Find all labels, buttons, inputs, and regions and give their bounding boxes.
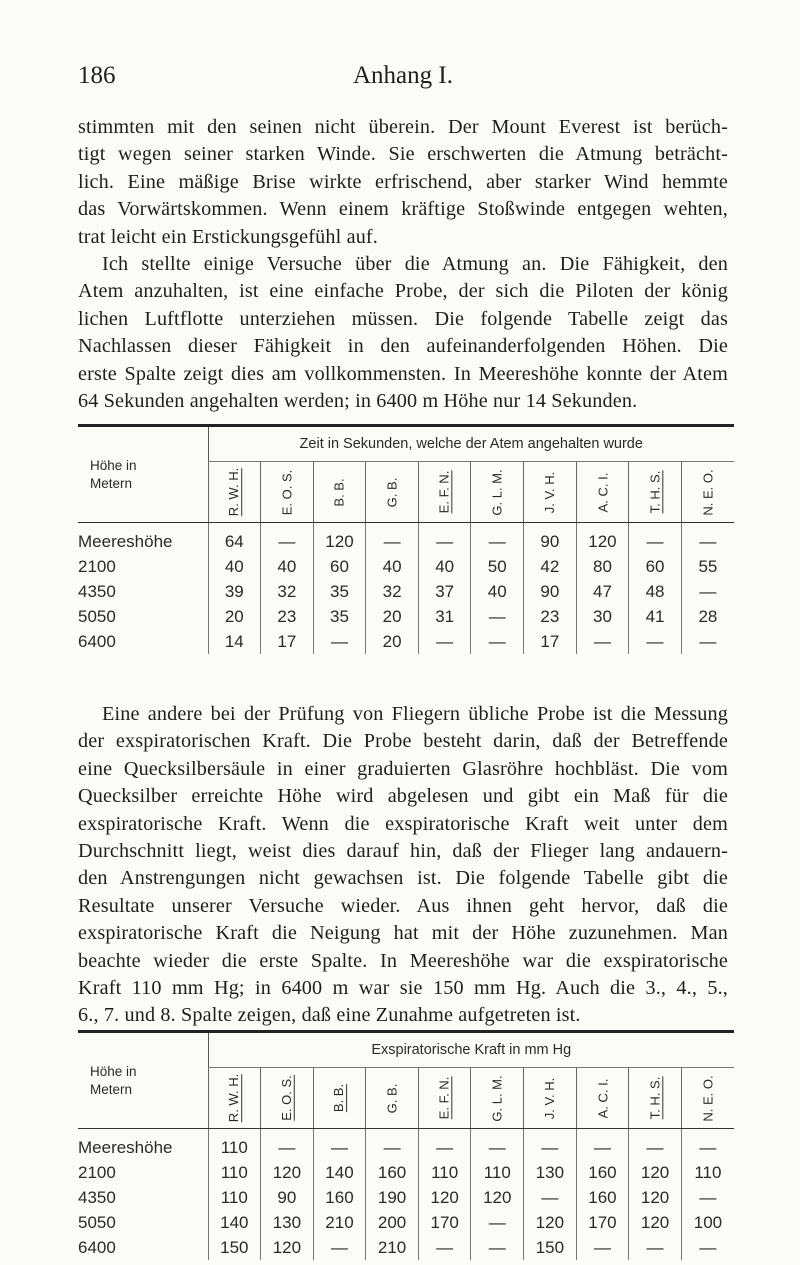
text-line: Resultate unserer Versuche wieder. Aus ihnen geht hervor, daß die — [78, 894, 728, 917]
table-cell: 120 — [418, 1185, 471, 1210]
table-cell: 47 — [576, 579, 629, 604]
table-cell: — — [418, 1235, 471, 1260]
column-header: G. L. M. — [471, 462, 524, 523]
table-row — [78, 604, 734, 629]
table-cell: 37 — [418, 579, 471, 604]
column-header: R. W. H. — [208, 1068, 261, 1129]
row-label: 5050 — [78, 1212, 116, 1232]
table-cell: — — [471, 629, 524, 654]
table-cell: — — [681, 579, 734, 604]
table-row — [78, 1129, 734, 1161]
table-cell: — — [261, 523, 314, 555]
table-cell: — — [629, 523, 682, 555]
text-line: Durchschnitt liegt, weist dies darauf hin, daß der Flieger lang andauern- — [78, 840, 728, 863]
column-header: G. B. — [366, 462, 419, 523]
row-label: 5050 — [78, 606, 116, 626]
page-number: 186 — [78, 62, 116, 89]
text-line: tigt wegen seiner starken Winde. Sie erschwerten die Atmung beträcht- — [78, 143, 728, 166]
table-cell: — — [471, 1210, 524, 1235]
table-cell: 110 — [208, 1129, 261, 1161]
text-line: lich. Eine mäßige Brise wirkte erfrischend, aber starker Wind hemmte — [78, 170, 728, 193]
table-cell: 14 — [208, 629, 261, 654]
text-line: lichen Luftflotte unterziehen müssen. Die folgende Tabelle zeigt das — [78, 307, 728, 330]
table-cell: 120 — [471, 1185, 524, 1210]
table-cell: 17 — [524, 629, 577, 654]
page-header — [78, 62, 728, 98]
column-header: B. B. — [313, 462, 366, 523]
table-cell: 110 — [471, 1160, 524, 1185]
table-cell: — — [313, 1129, 366, 1161]
column-header: B. B. — [313, 1068, 366, 1129]
text-line: 64 Sekunden angehalten werden; in 6400 m Höhe nur 14 Sekunden. — [78, 390, 638, 413]
table-cell: — — [313, 629, 366, 654]
table-cell: 40 — [366, 554, 419, 579]
table-cell: — — [524, 1129, 577, 1161]
table-cell: 190 — [366, 1185, 419, 1210]
table-cell: 170 — [576, 1210, 629, 1235]
table-cell: 20 — [208, 604, 261, 629]
column-header: G. L. M. — [471, 1068, 524, 1129]
table-cell: 140 — [208, 1210, 261, 1235]
table-cell: — — [681, 1235, 734, 1260]
paragraph-2 — [78, 251, 728, 415]
row-header — [78, 426, 208, 523]
table-row — [78, 629, 734, 654]
table-cell: 210 — [366, 1235, 419, 1260]
text-line: der exspiratorischen Kraft. Die Probe besteht darin, daß der Betreffende — [78, 730, 728, 753]
table-cell: 60 — [629, 554, 682, 579]
table-cell: 100 — [681, 1210, 734, 1235]
running-title: Anhang I. — [353, 62, 453, 89]
table-cell: 120 — [629, 1185, 682, 1210]
table-cell: — — [261, 1129, 314, 1161]
table-cell: 90 — [261, 1185, 314, 1210]
table-cell: — — [366, 523, 419, 555]
text-line: eine Quecksilbersäule in einer graduierten Glasröhre hochbläst. Die vom — [78, 757, 728, 780]
table-cell: 120 — [313, 523, 366, 555]
row-label: 2100 — [78, 556, 116, 576]
paragraph-1 — [78, 114, 728, 251]
row-header-line: Metern — [90, 1081, 133, 1097]
text-line: exspiratorische Kraft die Neigung hat mit der Höhe zuzunehmen. Man — [78, 922, 728, 945]
column-header: E. F. N. — [418, 1068, 471, 1129]
table-cell: — — [418, 523, 471, 555]
table-cell: 30 — [576, 604, 629, 629]
table-cell: 170 — [418, 1210, 471, 1235]
table-row — [78, 1235, 734, 1260]
breath-hold-table — [78, 424, 734, 654]
row-label: 6400 — [78, 1237, 116, 1257]
row-header-line: Höhe in — [90, 1063, 137, 1079]
table-cell: 160 — [366, 1160, 419, 1185]
table-row — [78, 523, 734, 555]
table-cell: 110 — [418, 1160, 471, 1185]
table-cell: 110 — [208, 1160, 261, 1185]
text-line: 6., 7. und 8. Spalte zeigen, daß eine Zunahme aufgetreten ist. — [78, 1004, 581, 1027]
row-label: 4350 — [78, 581, 116, 601]
table-cell: 20 — [366, 604, 419, 629]
text-line: trat leicht ein Erstickungsgefühl auf. — [78, 225, 379, 248]
table-cell: 64 — [208, 523, 261, 555]
text-line: Quecksilber erreichte Höhe wird abgelesen und gibt ein Maß für die — [78, 785, 728, 808]
table-cell: 160 — [313, 1185, 366, 1210]
table-cell: 60 — [313, 554, 366, 579]
table-cell: — — [524, 1185, 577, 1210]
column-header: J. V. H. — [524, 462, 577, 523]
table-cell: 50 — [471, 554, 524, 579]
text-line: stimmten mit den seinen nicht überein. Der Mount Everest ist berüch- — [78, 116, 728, 138]
column-header: N. E. O. — [681, 1068, 734, 1129]
table-cell: 160 — [576, 1185, 629, 1210]
table-cell: 120 — [524, 1210, 577, 1235]
text-line: Kraft 110 mm Hg; in 6400 m war sie 150 mm Hg. Auch die 3., 4., 5., — [78, 977, 728, 1000]
table-cell: — — [576, 629, 629, 654]
table-cell: — — [471, 1129, 524, 1161]
table-cell: 31 — [418, 604, 471, 629]
table-cell: 17 — [261, 629, 314, 654]
table-cell: 20 — [366, 629, 419, 654]
column-header: N. E. O. — [681, 462, 734, 523]
expiratory-force-table — [78, 1030, 734, 1260]
table-cell: 210 — [313, 1210, 366, 1235]
table-cell: 39 — [208, 579, 261, 604]
table-cell: 120 — [576, 523, 629, 555]
table-cell: 140 — [313, 1160, 366, 1185]
column-header: G. B. — [366, 1068, 419, 1129]
table-cell: 120 — [629, 1160, 682, 1185]
table-cell: 32 — [366, 579, 419, 604]
table-cell: 120 — [261, 1235, 314, 1260]
table-cell: 42 — [524, 554, 577, 579]
table-cell: 40 — [418, 554, 471, 579]
table-cell: 120 — [629, 1210, 682, 1235]
group-header: Zeit in Sekunden, welche der Atem angehalten wurde — [208, 426, 734, 462]
table-cell: 90 — [524, 579, 577, 604]
table-cell: 40 — [208, 554, 261, 579]
column-header: E. O. S. — [261, 1068, 314, 1129]
column-header: A. C. I. — [576, 1068, 629, 1129]
table-cell: 80 — [576, 554, 629, 579]
row-label: 2100 — [78, 1162, 116, 1182]
row-header-line: Höhe in — [90, 457, 137, 473]
table-cell: — — [471, 604, 524, 629]
table-cell: — — [629, 1129, 682, 1161]
text-line: Atem anzuhalten, ist eine einfache Probe, der sich die Piloten der könig — [78, 280, 728, 303]
table-cell: — — [576, 1235, 629, 1260]
column-header: J. V. H. — [524, 1068, 577, 1129]
table-cell: 23 — [261, 604, 314, 629]
text-line: Nachlassen dieser Fähigkeit in den aufeinanderfolgenden Höhen. Die — [78, 335, 728, 358]
table-cell: — — [576, 1129, 629, 1161]
table-cell: 150 — [524, 1235, 577, 1260]
table-cell: — — [681, 1185, 734, 1210]
table-row — [78, 579, 734, 604]
table-cell: — — [629, 629, 682, 654]
table-cell: 41 — [629, 604, 682, 629]
row-header — [78, 1032, 208, 1129]
column-header: T. H. S. — [629, 1068, 682, 1129]
table-cell: — — [471, 1235, 524, 1260]
table-cell: 150 — [208, 1235, 261, 1260]
table-cell: — — [681, 1129, 734, 1161]
column-header: A. C. I. — [576, 462, 629, 523]
table-cell: 40 — [471, 579, 524, 604]
column-header: R. W. H. — [208, 462, 261, 523]
table-cell: — — [313, 1235, 366, 1260]
table-row — [78, 1160, 734, 1185]
table-cell: — — [366, 1129, 419, 1161]
table-row — [78, 1210, 734, 1235]
table-body — [78, 1129, 734, 1261]
table-cell: — — [629, 1235, 682, 1260]
row-label: Meereshöhe — [78, 1137, 173, 1157]
column-header: E. O. S. — [261, 462, 314, 523]
table-cell: 28 — [681, 604, 734, 629]
text-line: Eine andere bei der Prüfung von Fliegern übliche Probe ist die Messung — [102, 703, 728, 725]
column-header: T. H. S. — [629, 462, 682, 523]
row-label: 4350 — [78, 1187, 116, 1207]
row-label: 6400 — [78, 631, 116, 651]
table-row — [78, 554, 734, 579]
text-line: das Vorwärtskommen. Wenn einem kräftige Stoßwinde entgegen wehten, — [78, 198, 728, 221]
table-cell: — — [681, 629, 734, 654]
text-line: den Anstrengungen nicht gewachsen ist. Die folgende Tabelle gibt die — [78, 867, 728, 890]
group-header: Exspiratorische Kraft in mm Hg — [208, 1032, 734, 1068]
table-cell: 35 — [313, 579, 366, 604]
table-cell: 40 — [261, 554, 314, 579]
table-cell: 110 — [681, 1160, 734, 1185]
text-line: exspiratorische Kraft. Wenn die exspiratorische Kraft weit unter dem — [78, 812, 728, 835]
table-cell: 130 — [524, 1160, 577, 1185]
table-cell: 120 — [261, 1160, 314, 1185]
table-cell: 48 — [629, 579, 682, 604]
table-cell: 32 — [261, 579, 314, 604]
table-cell: 90 — [524, 523, 577, 555]
text-line: beachte wieder die erste Spalte. In Meereshöhe war die exspiratorische — [78, 949, 728, 972]
column-header: E. F. N. — [418, 462, 471, 523]
table-cell: — — [681, 523, 734, 555]
row-label: Meereshöhe — [78, 531, 173, 551]
table-cell: 110 — [208, 1185, 261, 1210]
table-row — [78, 1185, 734, 1210]
text-line: Ich stellte einige Versuche über die Atmung an. Die Fähigkeit, den — [102, 253, 728, 275]
table-cell: — — [418, 629, 471, 654]
table-cell: 23 — [524, 604, 577, 629]
paragraph-3 — [78, 701, 728, 1030]
text-line: erste Spalte zeigt dies am vollkommensten. In Meereshöhe konnte der Atem — [78, 362, 728, 385]
table-cell: 55 — [681, 554, 734, 579]
table-cell: 200 — [366, 1210, 419, 1235]
table-cell: 160 — [576, 1160, 629, 1185]
table-cell: 130 — [261, 1210, 314, 1235]
table-cell: — — [418, 1129, 471, 1161]
table-body — [78, 523, 734, 655]
table-cell: 35 — [313, 604, 366, 629]
row-header-line: Metern — [90, 475, 133, 491]
table-cell: — — [471, 523, 524, 555]
